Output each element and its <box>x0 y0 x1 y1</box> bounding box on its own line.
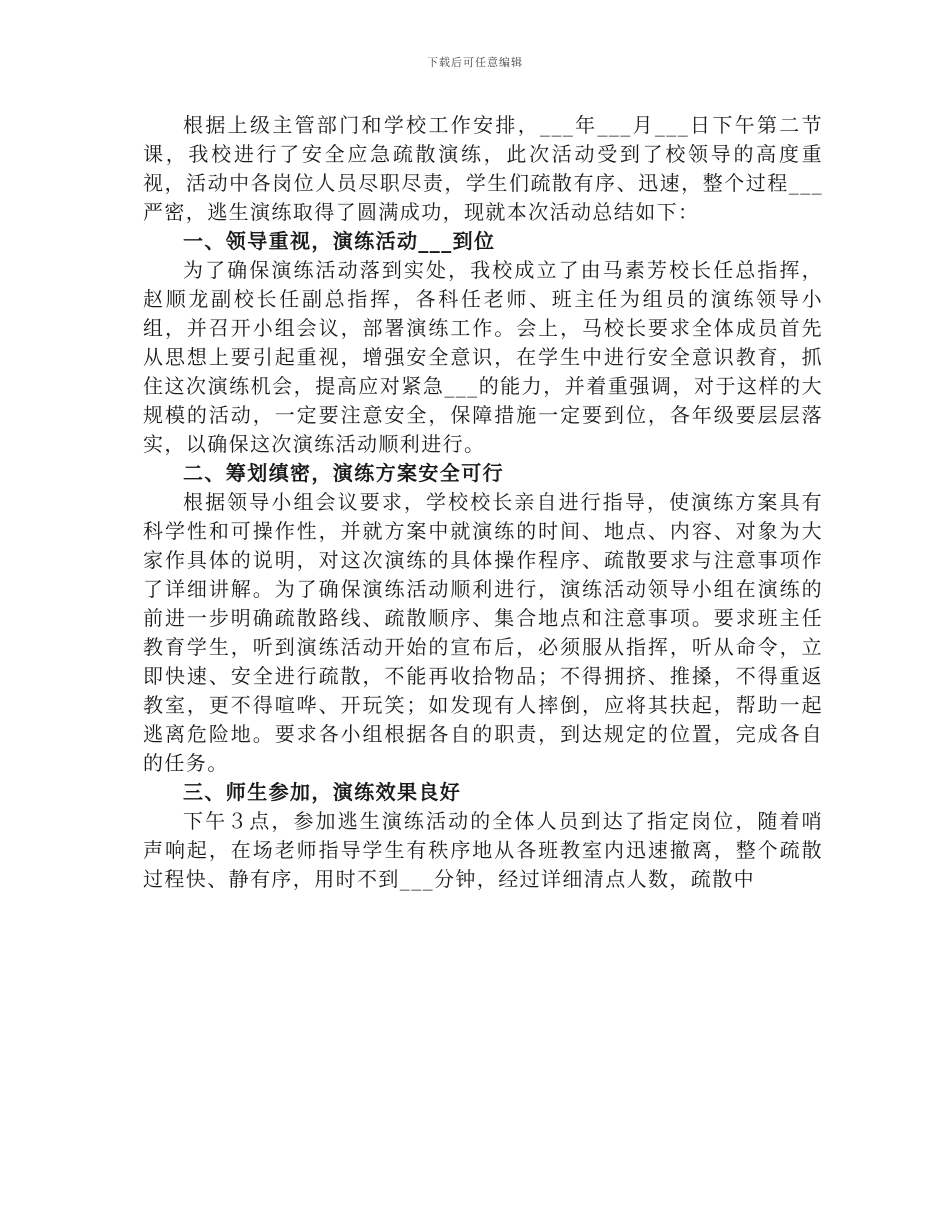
section1-paragraph: 为了确保演练活动落到实处，我校成立了由马素芳校长任总指挥，赵顺龙副校长任副总指挥，各科任老师、班主任为组员的演练领导小组，并召开小组会议，部署演练工作。会上，马校长要求全体成员首先从思想上要引起重视，增强安全意识，在学生中进行安全意识教育，抓住这次演练机会，提高应对紧急___的能力，并着重强调，对于这样的大规模的活动，一定要注意安全，保障措施一定要到位，各年级要层层落实，以确保这次演练活动顺利进行。 <box>143 258 823 456</box>
section2-heading: 二、筹划缜密，演练方案安全可行 <box>183 461 504 485</box>
page-header: 下载后可任意编辑 <box>427 56 523 69</box>
section1-heading: 一、领导重视，演练活动___到位 <box>183 229 496 253</box>
section3-paragraph: 下午３点，参加逃生演练活动的全体人员到达了指定岗位，随着哨声响起，在场老师指导学生有秩序地从各班教室内迅速撤离，整个疏散过程快、静有序，用时不到___分钟，经过详细清点人数，疏散中 <box>143 809 823 891</box>
section2-paragraph: 根据领导小组会议要求，学校校长亲自进行指导，使演练方案具有科学性和可操作性，并就方案中就演练的时间、地点、内容、对象为大家作具体的说明，对这次演练的具体操作程序、疏散要求与注意事项作了详细讲解。为了确保演练活动顺利进行，演练活动领导小组在演练的前进一步明确疏散路线、疏散顺序、集合地点和注意事项。要求班主任教育学生，听到演练活动开始的宣布后，必须服从指挥，听从命令，立即快速、安全进行疏散，不能再收拾物品；不得拥挤、推搡，不得重返教室，更不得喧哗、开玩笑；如发现有人摔倒，应将其扶起，帮助一起逃离危险地。要求各小组根据各自的职责，到达规定的位置，完成各自的任务。 <box>143 490 823 775</box>
section3-heading: 三、师生参加，演练效果良好 <box>183 780 462 804</box>
document-body <box>143 111 823 894</box>
intro-paragraph: 根据上级主管部门和学校工作安排，___年___月___日下午第二节课，我校进行了安全应急疏散演练，此次活动受到了校领导的高度重视，活动中各岗位人员尽职尽责，学生们疏散有序、迅速，整个过程___严密，逃生演练取得了圆满成功，现就本次活动总结如下： <box>143 113 823 224</box>
